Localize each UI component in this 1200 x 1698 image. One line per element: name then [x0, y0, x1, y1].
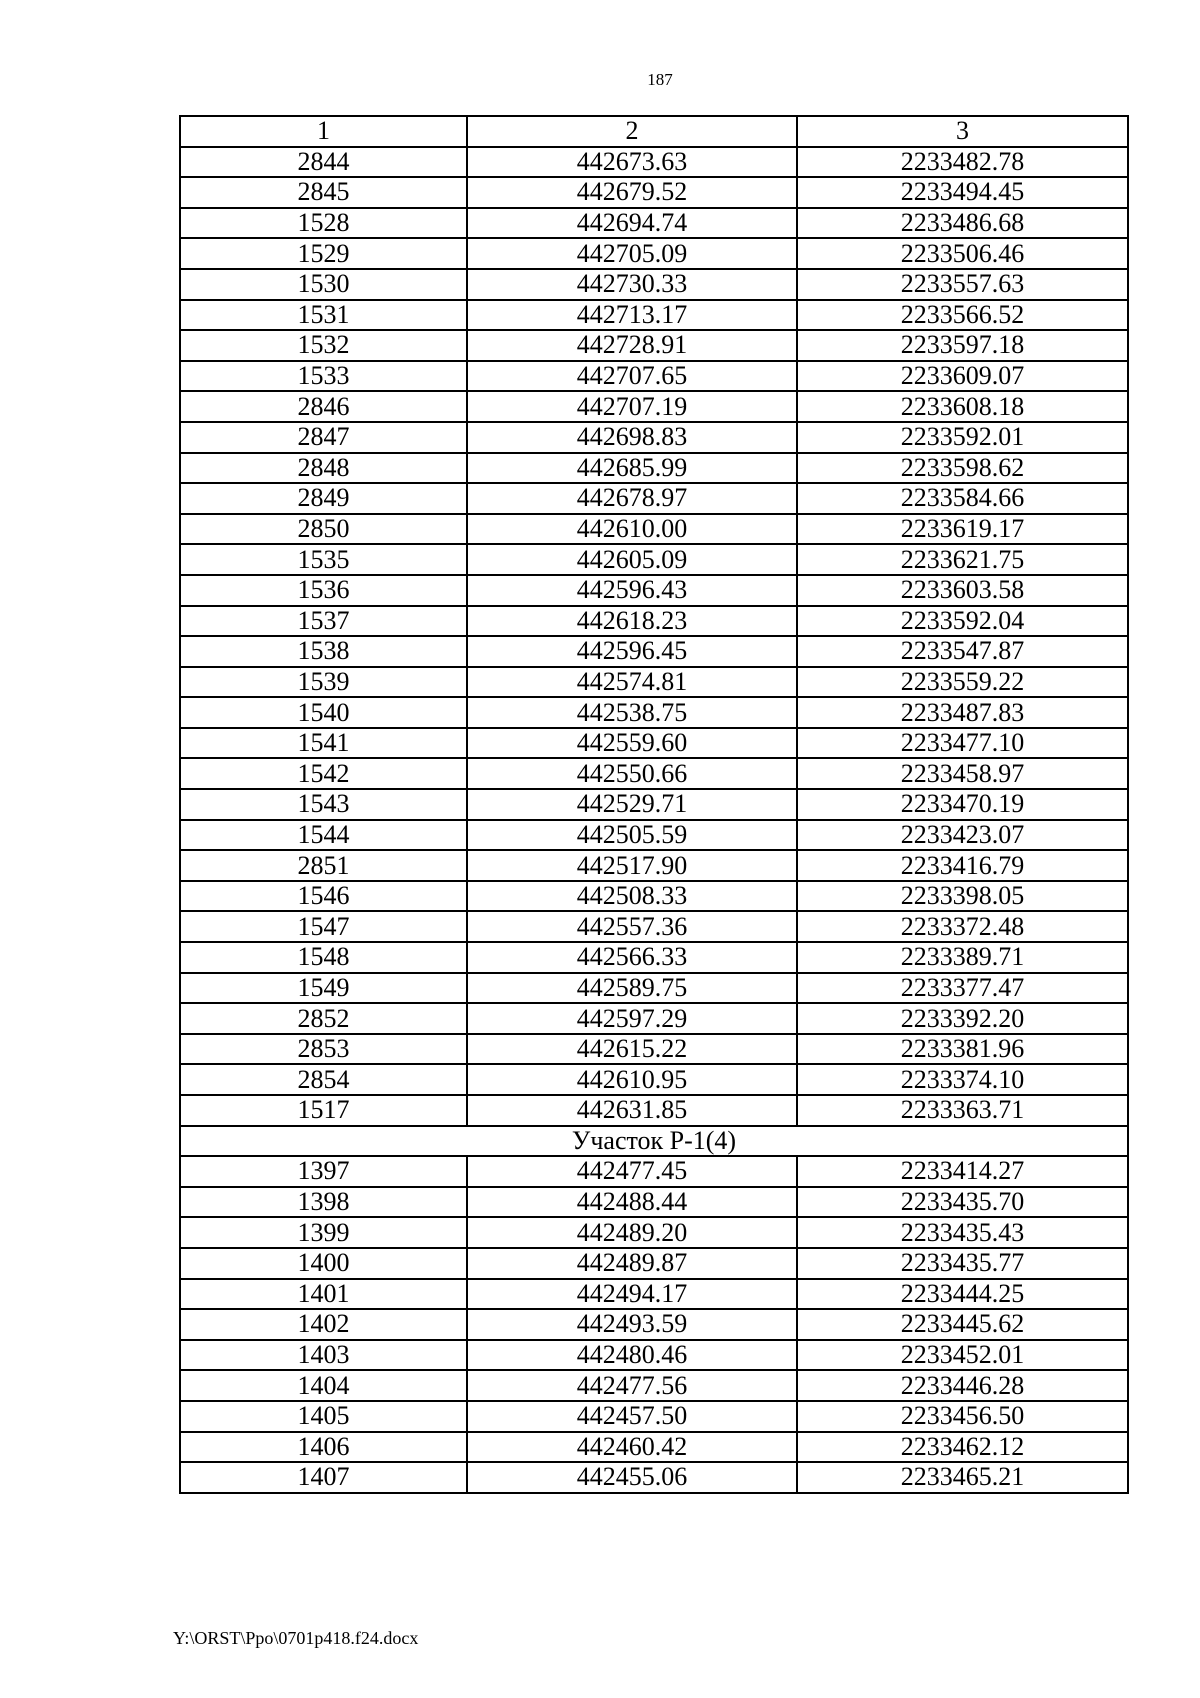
table-cell: 2233445.62 [797, 1309, 1128, 1340]
table-row [180, 1095, 1128, 1126]
table-cell: 1399 [180, 1217, 467, 1248]
table-cell: 442589.75 [467, 973, 797, 1004]
table-cell: 442460.42 [467, 1432, 797, 1463]
table-cell: 2233487.83 [797, 697, 1128, 728]
table-cell: 2233482.78 [797, 147, 1128, 178]
table-cell: 442550.66 [467, 758, 797, 789]
table-cell: 442707.65 [467, 361, 797, 392]
table-row [180, 453, 1128, 484]
table-cell: 2233435.43 [797, 1217, 1128, 1248]
table-cell: 442610.00 [467, 514, 797, 545]
table-cell: 2845 [180, 177, 467, 208]
table-cell: 442596.45 [467, 636, 797, 667]
table-cell: 1548 [180, 942, 467, 973]
table-cell: 442574.81 [467, 667, 797, 698]
table-cell: 2852 [180, 1003, 467, 1034]
table-cell: 2233392.20 [797, 1003, 1128, 1034]
table-cell: 2233435.70 [797, 1187, 1128, 1218]
table-cell: 2233584.66 [797, 483, 1128, 514]
table-cell: 2853 [180, 1034, 467, 1065]
table-row [180, 300, 1128, 331]
table-row [180, 147, 1128, 178]
table-cell: 1546 [180, 881, 467, 912]
table-cell: 1544 [180, 820, 467, 851]
table-cell: 1549 [180, 973, 467, 1004]
table-row [180, 269, 1128, 300]
table-cell: 1517 [180, 1095, 467, 1126]
table-row [180, 1401, 1128, 1432]
table-cell: 2233486.68 [797, 208, 1128, 239]
table-cell: 442615.22 [467, 1034, 797, 1065]
table-cell: 2850 [180, 514, 467, 545]
table-cell: 2233559.22 [797, 667, 1128, 698]
table-cell: 1539 [180, 667, 467, 698]
table-cell: 2849 [180, 483, 467, 514]
table-cell: 1538 [180, 636, 467, 667]
table-row [180, 728, 1128, 759]
table-cell: 2233470.19 [797, 789, 1128, 820]
table-row [180, 667, 1128, 698]
table-cell: 1542 [180, 758, 467, 789]
table-cell: 2233414.27 [797, 1156, 1128, 1187]
table-cell: 1536 [180, 575, 467, 606]
coordinates-table [179, 115, 1129, 1494]
table-cell: 442610.95 [467, 1064, 797, 1095]
table-cell: 1398 [180, 1187, 467, 1218]
table-cell: 2851 [180, 850, 467, 881]
table-cell: 1407 [180, 1462, 467, 1493]
table-cell: 2854 [180, 1064, 467, 1095]
table-cell: 442488.44 [467, 1187, 797, 1218]
table-row [180, 789, 1128, 820]
table-cell: 442698.83 [467, 422, 797, 453]
table-cell: 2233465.21 [797, 1462, 1128, 1493]
table-row [180, 820, 1128, 851]
table-cell: 442559.60 [467, 728, 797, 759]
table-row [180, 483, 1128, 514]
table-cell: 442489.87 [467, 1248, 797, 1279]
table-cell: 1535 [180, 544, 467, 575]
table-cell: 442631.85 [467, 1095, 797, 1126]
table-cell: 442493.59 [467, 1309, 797, 1340]
table-cell: 2233621.75 [797, 544, 1128, 575]
table-cell: 2233592.01 [797, 422, 1128, 453]
table-cell: 1530 [180, 269, 467, 300]
table-cell: 2233603.58 [797, 575, 1128, 606]
table-cell: 2233506.46 [797, 238, 1128, 269]
table-cell: 2233608.18 [797, 391, 1128, 422]
table-row [180, 1462, 1128, 1493]
table-cell: 442480.46 [467, 1340, 797, 1371]
table-row [180, 881, 1128, 912]
table-cell: 2233389.71 [797, 942, 1128, 973]
table-cell: 442694.74 [467, 208, 797, 239]
table-cell: 2233557.63 [797, 269, 1128, 300]
table-cell: 2846 [180, 391, 467, 422]
table-cell: 2848 [180, 453, 467, 484]
table-cell: 1401 [180, 1279, 467, 1310]
table-cell: 1400 [180, 1248, 467, 1279]
table-cell: 2233416.79 [797, 850, 1128, 881]
table-cell: 1529 [180, 238, 467, 269]
table-cell: 1406 [180, 1432, 467, 1463]
table-cell: 1540 [180, 697, 467, 728]
table-cell: 2233592.04 [797, 606, 1128, 637]
table-row [180, 1309, 1128, 1340]
table-cell: 442685.99 [467, 453, 797, 484]
table-row [180, 1340, 1128, 1371]
table-row [180, 1187, 1128, 1218]
table-cell: 442457.50 [467, 1401, 797, 1432]
table-cell: 442713.17 [467, 300, 797, 331]
table-row [180, 1279, 1128, 1310]
table-cell: 2233446.28 [797, 1370, 1128, 1401]
table-row [180, 1156, 1128, 1187]
table-cell: 1547 [180, 911, 467, 942]
table-cell: 442605.09 [467, 544, 797, 575]
table-cell: 2233372.48 [797, 911, 1128, 942]
table-cell: 2233566.52 [797, 300, 1128, 331]
table-row [180, 1248, 1128, 1279]
table-cell: 2233435.77 [797, 1248, 1128, 1279]
section-label: Участок Р-1(4) [180, 1126, 1128, 1157]
table-cell: 442597.29 [467, 1003, 797, 1034]
table-cell: 442477.45 [467, 1156, 797, 1187]
table-cell: 1403 [180, 1340, 467, 1371]
table-cell: 442596.43 [467, 575, 797, 606]
table-row [180, 422, 1128, 453]
footer-file-path: Y:\ORST\Ppo\0701p418.f24.docx [173, 1628, 419, 1648]
table-row [180, 1064, 1128, 1095]
table-row [180, 514, 1128, 545]
table-row [180, 636, 1128, 667]
table-cell: 442505.59 [467, 820, 797, 851]
page-number: 187 [647, 70, 673, 89]
section-row [180, 1126, 1128, 1157]
table-cell: 442477.56 [467, 1370, 797, 1401]
table-cell: 1541 [180, 728, 467, 759]
table-cell: 2233462.12 [797, 1432, 1128, 1463]
table-header-row [180, 116, 1128, 147]
table-cell: 1537 [180, 606, 467, 637]
table-cell: 2233458.97 [797, 758, 1128, 789]
table-cell: 2233597.18 [797, 330, 1128, 361]
table-cell: 1402 [180, 1309, 467, 1340]
table-cell: 2233619.17 [797, 514, 1128, 545]
table-cell: 1528 [180, 208, 467, 239]
table-cell: 442705.09 [467, 238, 797, 269]
table-row [180, 575, 1128, 606]
table-cell: 2233477.10 [797, 728, 1128, 759]
table-row [180, 1217, 1128, 1248]
table-cell: 2233398.05 [797, 881, 1128, 912]
table-cell: 442707.19 [467, 391, 797, 422]
table-cell: 442557.36 [467, 911, 797, 942]
table-cell: 442538.75 [467, 697, 797, 728]
table-cell: 2233456.50 [797, 1401, 1128, 1432]
table-row [180, 1003, 1128, 1034]
header-cell-3: 3 [797, 116, 1128, 147]
table-cell: 2233547.87 [797, 636, 1128, 667]
table-cell: 1404 [180, 1370, 467, 1401]
table-cell: 1533 [180, 361, 467, 392]
table-cell: 2233363.71 [797, 1095, 1128, 1126]
table-cell: 2233598.62 [797, 453, 1128, 484]
table-cell: 2233374.10 [797, 1064, 1128, 1095]
table-row [180, 330, 1128, 361]
table-row [180, 973, 1128, 1004]
table-row [180, 911, 1128, 942]
table-cell: 1532 [180, 330, 467, 361]
table-row [180, 238, 1128, 269]
table-row [180, 942, 1128, 973]
table-row [180, 1370, 1128, 1401]
table-cell: 442494.17 [467, 1279, 797, 1310]
table-cell: 442678.97 [467, 483, 797, 514]
table-cell: 2233609.07 [797, 361, 1128, 392]
table-cell: 2233444.25 [797, 1279, 1128, 1310]
table-row [180, 758, 1128, 789]
table-cell: 442730.33 [467, 269, 797, 300]
table-cell: 442529.71 [467, 789, 797, 820]
table-row [180, 850, 1128, 881]
table-row [180, 208, 1128, 239]
table-cell: 442455.06 [467, 1462, 797, 1493]
table-cell: 1531 [180, 300, 467, 331]
table-cell: 442618.23 [467, 606, 797, 637]
table-row [180, 1432, 1128, 1463]
table-cell: 2844 [180, 147, 467, 178]
table-cell: 442517.90 [467, 850, 797, 881]
table-cell: 2233377.47 [797, 973, 1128, 1004]
table-cell: 442728.91 [467, 330, 797, 361]
table-cell: 442566.33 [467, 942, 797, 973]
table-cell: 2233381.96 [797, 1034, 1128, 1065]
table-row [180, 697, 1128, 728]
table-row [180, 544, 1128, 575]
table-row [180, 606, 1128, 637]
table-row [180, 361, 1128, 392]
table-cell: 2233423.07 [797, 820, 1128, 851]
table-cell: 1405 [180, 1401, 467, 1432]
table-cell: 442508.33 [467, 881, 797, 912]
header-cell-1: 1 [180, 116, 467, 147]
table-cell: 1543 [180, 789, 467, 820]
table-row [180, 391, 1128, 422]
table-cell: 2233494.45 [797, 177, 1128, 208]
table-cell: 2233452.01 [797, 1340, 1128, 1371]
table-cell: 442489.20 [467, 1217, 797, 1248]
header-cell-2: 2 [467, 116, 797, 147]
table-cell: 442673.63 [467, 147, 797, 178]
table-cell: 1397 [180, 1156, 467, 1187]
table-cell: 442679.52 [467, 177, 797, 208]
table-cell: 2847 [180, 422, 467, 453]
table-row [180, 1034, 1128, 1065]
table-row [180, 177, 1128, 208]
